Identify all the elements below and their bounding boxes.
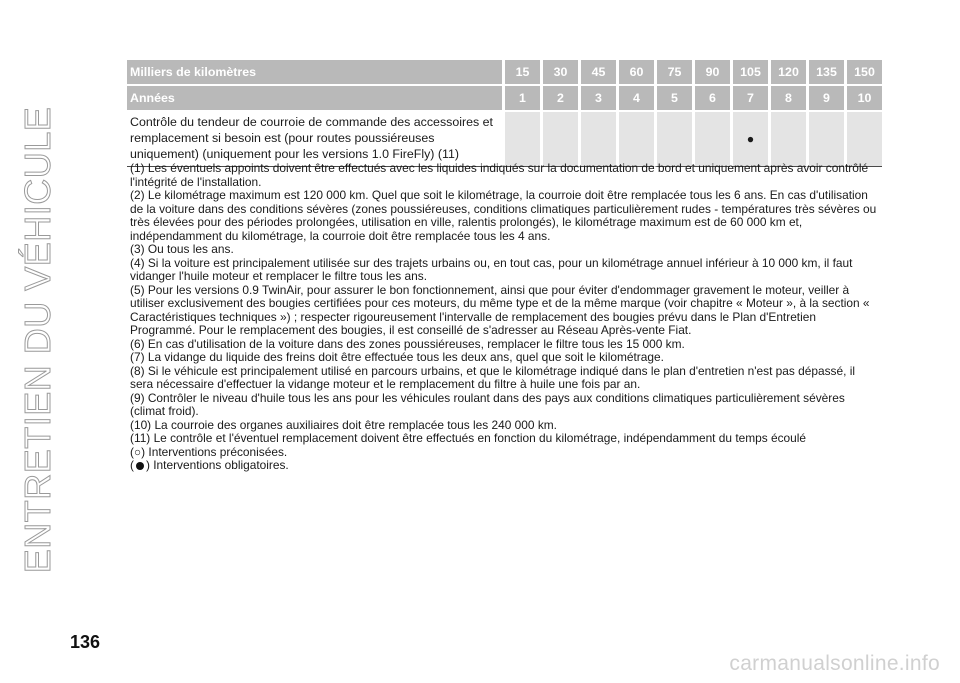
year-value: 8 — [768, 86, 806, 110]
schedule-cell — [768, 110, 806, 167]
footnote: (4) Si la voiture est principalement utilisée sur des trajets urbains ou, en tout cas, pour un kilométrage annuel inférieur à 10 000 km, il faut vidanger l'huile moteur et remplacer le filtre tous les ans. — [130, 255, 853, 283]
year-value: 4 — [616, 86, 654, 110]
legend-paren-open: ( — [130, 458, 134, 472]
footnote: (1) Les éventuels appoints doivent être effectués avec les liquides indiqués sur la documentation de bord et uniquement après avoir contrôlé l'intégrité de l'installation. — [130, 161, 869, 189]
year-value: 10 — [844, 86, 882, 110]
footnote: (11) Le contrôle et l'éventuel remplacement doivent être effectués en fonction du kilométrage, indépendamment du temps écoulé — [130, 431, 807, 445]
schedule-cell — [654, 110, 692, 167]
legend-paren-close: ) — [145, 458, 150, 472]
schedule-cell — [578, 110, 616, 167]
watermark: carmanualsonline.info — [729, 652, 940, 675]
year-value: 6 — [692, 86, 730, 110]
page-number: 136 — [70, 632, 101, 652]
year-value: 3 — [578, 86, 616, 110]
legend-mandatory — [130, 459, 878, 473]
km-header-row — [127, 60, 882, 86]
km-value: 60 — [616, 60, 654, 86]
legend-recommended: (○) Interventions préconisées. — [130, 444, 288, 459]
km-value: 150 — [844, 60, 882, 86]
footnote: (10) La courroie des organes auxiliaires doit être remplacée tous les 240 000 km. — [130, 417, 557, 432]
section-title: ENTRETIEN DU VÉHICULE — [17, 106, 58, 574]
km-value: 135 — [806, 60, 844, 86]
km-value: 120 — [768, 60, 806, 86]
footnote: (8) Si le véhicule est principalement utilisé en parcours urbains, et que le kilométrage indiqué dans le plan d'entretien n'est pas dépassé, il sera nécessaire d'effectuer la vidange moteur et le remplacement du filtre à huile une fois par an. — [130, 363, 856, 391]
km-value: 45 — [578, 60, 616, 86]
footnotes — [130, 162, 878, 473]
row-description: Contrôle du tendeur de courroie de commande des accessoires et remplacement si besoin est (pour routes poussiéreuses uniquement) (uniquement pour les versions 1.0 FireFly) (11) — [127, 110, 502, 167]
footnote: (3) Ou tous les ans. — [130, 242, 234, 256]
year-value: 7 — [730, 86, 768, 110]
legend-mandatory-text: Interventions obligatoires. — [149, 458, 289, 472]
km-label: Milliers de kilomètres — [127, 60, 502, 86]
km-value: 90 — [692, 60, 730, 86]
year-value: 9 — [806, 86, 844, 110]
km-value: 30 — [540, 60, 578, 86]
years-header-row — [127, 86, 882, 110]
schedule-cell — [502, 110, 540, 167]
footnote: (2) Le kilométrage maximum est 120 000 km. Quel que soit le kilométrage, la courroie doit être remplacée tous les 6 ans. En cas d'utilisation de la voiture dans des conditions sévères (zones poussiéreuses, conditions climatiques particulièrement rudes - températures très sévères ou très élevées pour des périodes prolongées, utilisation en ville, ralentis prolongés), le kilométrage maximum est de 60 000 km et, indépendamment du kilométrage, la courroie doit être remplacée tous les 4 ans. — [130, 188, 877, 243]
year-value: 1 — [502, 86, 540, 110]
footnote: (5) Pour les versions 0.9 TwinAir, pour assurer le bon fonctionnement, ainsi que pour éviter d'endommager gravement le moteur, veiller à utiliser exclusivement des bougies certifiées pour ces moteurs, du même type et de la même marque (voir chapitre « Moteur », à la section « Caractéristiques techniques ») ; respecter rigoureusement l'intervalle de remplacement des bougies prévu dans le Plan d'Entretien Programmé. Pour le remplacement des bougies, il est conseillé de s'adresser au Réseau Après-vente Fiat. — [130, 282, 870, 337]
footnote: (9) Contrôler le niveau d'huile tous les ans pour les véhicules roulant dans des pays aux conditions climatiques particulièrement sévères (climat froid). — [130, 390, 845, 418]
footnote: (6) En cas d'utilisation de la voiture dans des zones poussiéreuses, remplacer le filtre tous les 15 000 km. — [130, 336, 685, 351]
km-value: 15 — [502, 60, 540, 86]
years-label: Années — [127, 86, 502, 110]
schedule-cell — [616, 110, 654, 167]
schedule-cell — [692, 110, 730, 167]
year-value: 5 — [654, 86, 692, 110]
schedule-cell — [806, 110, 844, 167]
table-row — [127, 110, 882, 167]
km-value: 105 — [730, 60, 768, 86]
maintenance-table — [127, 60, 882, 167]
schedule-cell — [844, 110, 882, 167]
year-value: 2 — [540, 86, 578, 110]
mandatory-dot-icon — [136, 462, 144, 470]
km-value: 75 — [654, 60, 692, 86]
mandatory-dot-icon: ● — [730, 110, 768, 167]
footnote: (7) La vidange du liquide des freins doit être effectuée tous les deux ans, quel que soit le kilométrage. — [130, 350, 664, 364]
schedule-cell — [540, 110, 578, 167]
